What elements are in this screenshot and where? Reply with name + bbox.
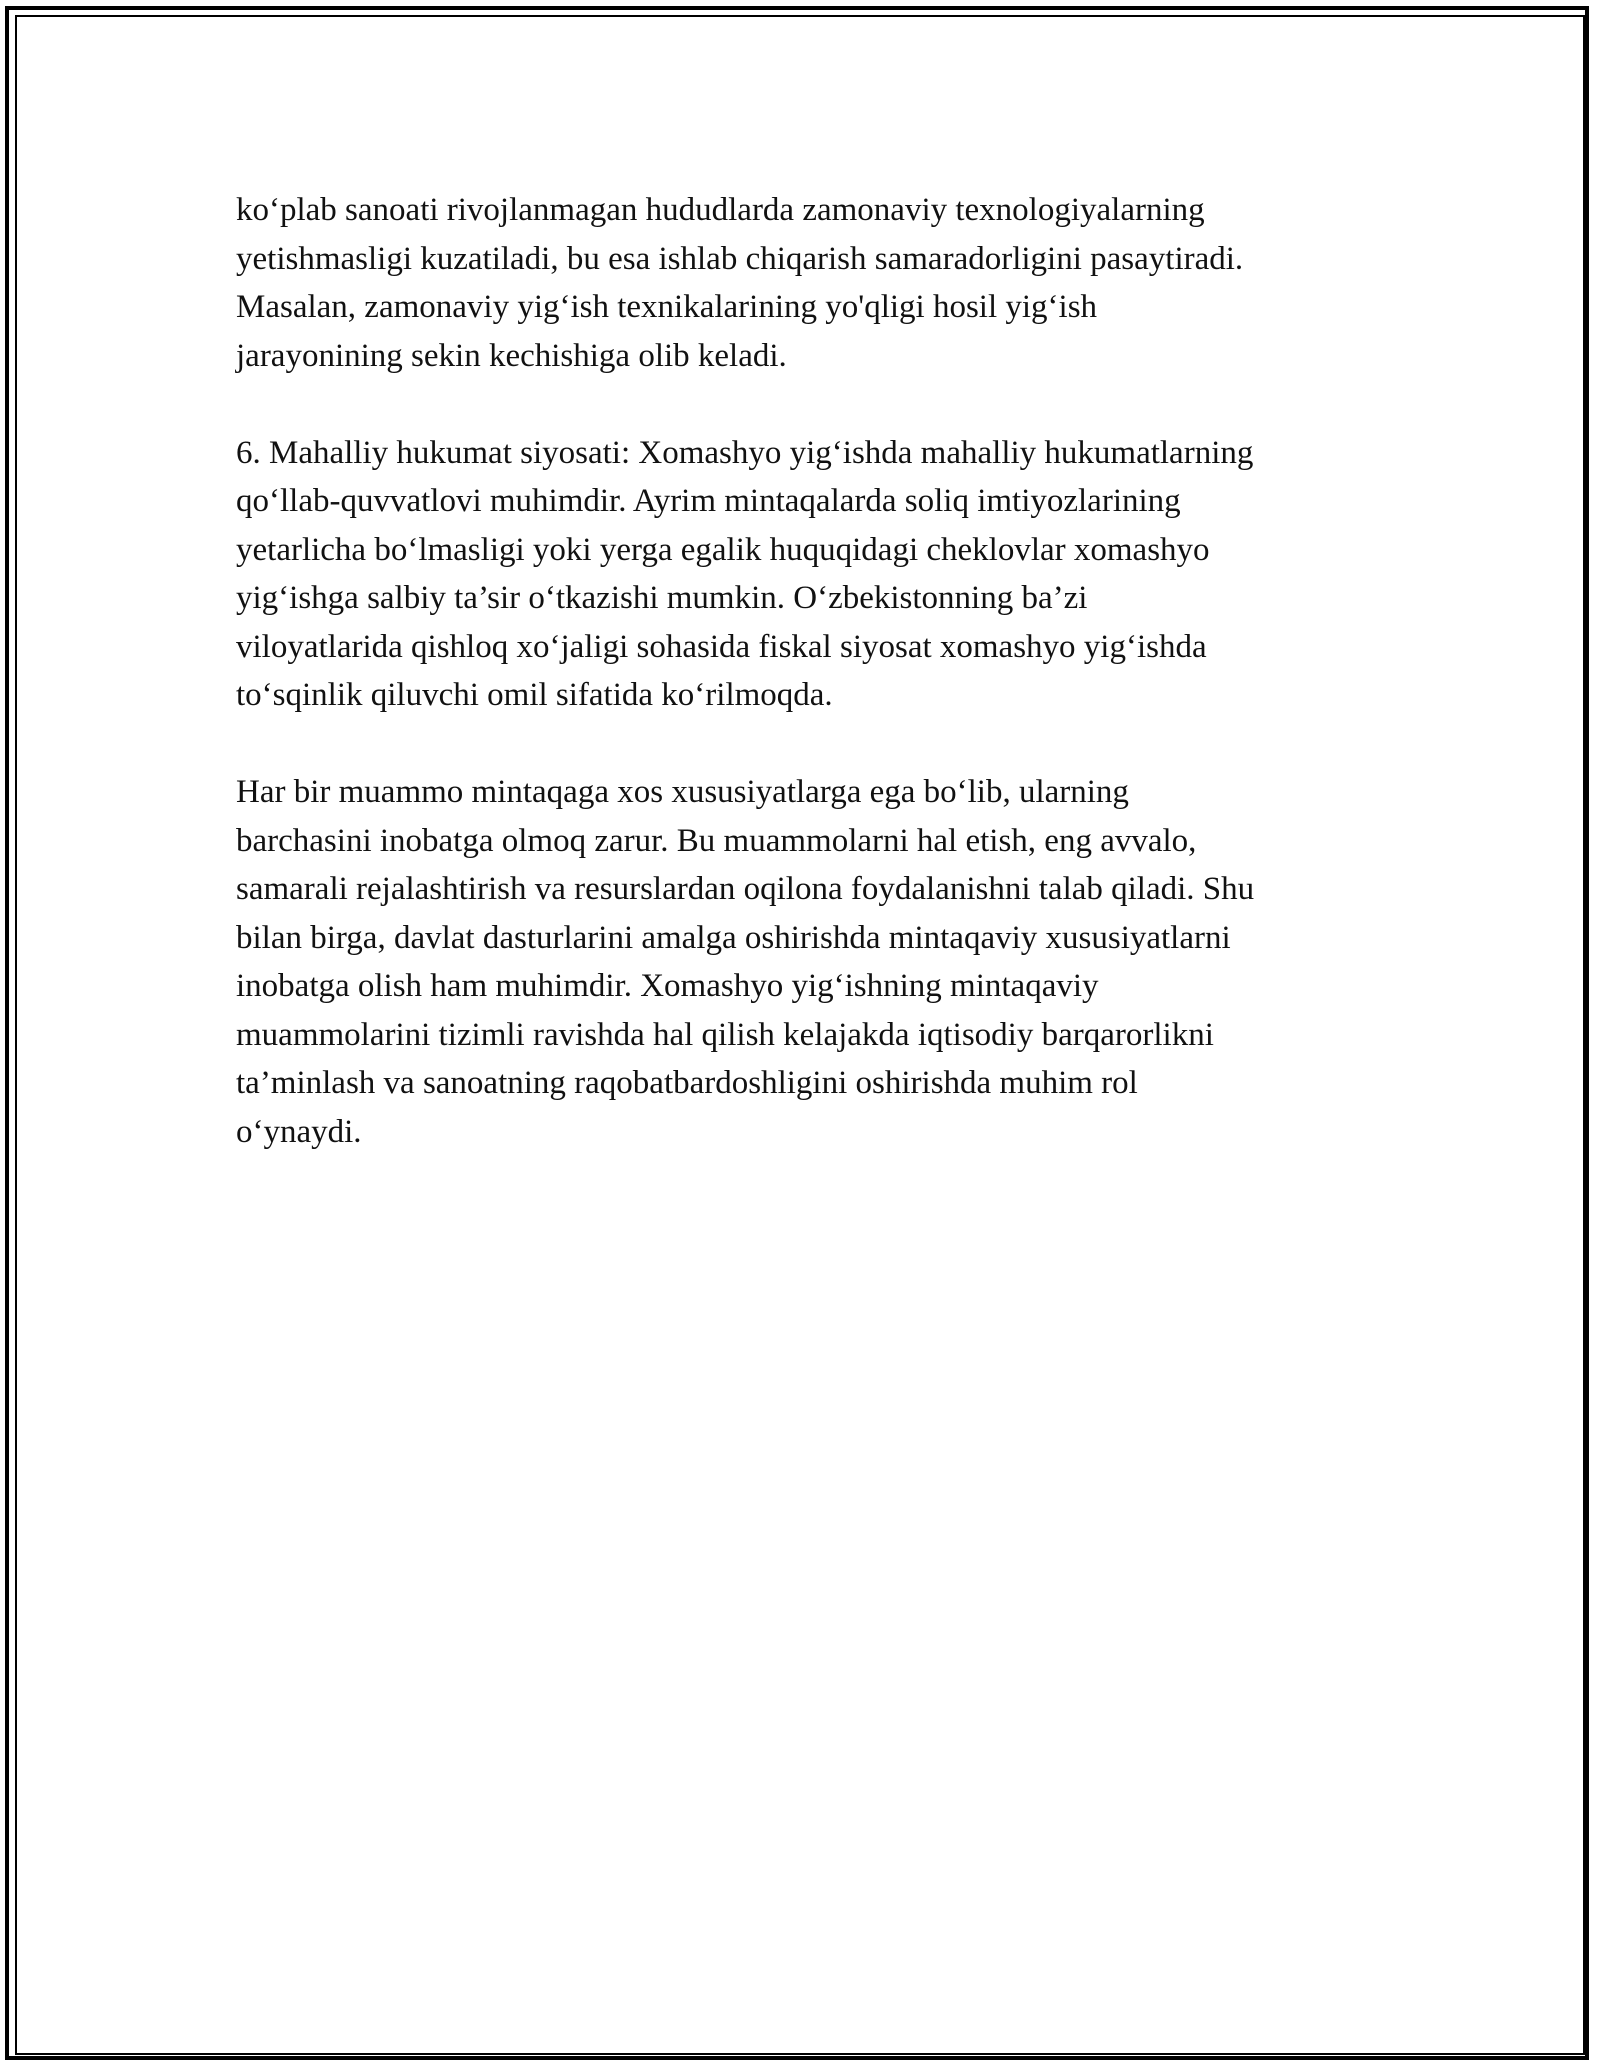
text-line: ko‘plab sanoati rivojlanmagan hududlarda zamonaviy texnologiyalarning — [236, 192, 1205, 228]
text-line: Masalan, zamonaviy yig‘ish texnikalarining yo'qligi hosil yig‘ish — [236, 289, 1098, 325]
text-line: muammolarini tizimli ravishda hal qilish kelajakda iqtisodiy barqarorlikni — [236, 1016, 1214, 1053]
paragraph-conclusion — [236, 768, 1376, 1156]
text-line: yetishmasligi kuzatiladi, bu esa ishlab chiqarish samaradorligini pasaytiradi. — [236, 240, 1244, 277]
text-line: Har bir muammo mintaqaga xos xususiyatlarga ega bo‘lib, ularning — [236, 774, 1129, 810]
text-line: samarali rejalashtirish va resurslardan oqilona foydalanishni talab qiladi. Shu — [236, 871, 1255, 907]
text-line: jarayonining sekin kechishiga olib keladi. — [236, 337, 787, 374]
text-line: viloyatlarida qishloq xo‘jaligi sohasida fiskal siyosat xomashyo yig‘ishda — [236, 628, 1207, 665]
paragraph-local-government — [236, 429, 1376, 720]
text-line: yig‘ishga salbiy ta’sir o‘tkazishi mumkin. O‘zbekistonning ba’zi — [236, 580, 1088, 616]
text-line: inobatga olish ham muhimdir. Xomashyo yig‘ishning mintaqaviy — [236, 968, 1099, 1004]
text-line: bilan birga, davlat dasturlarini amalga oshirishda mintaqaviy xususiyatlarni — [236, 919, 1231, 956]
document-body — [236, 186, 1376, 1205]
text-line: yetarlicha bo‘lmasligi yoki yerga egalik huquqidagi cheklovlar xomashyo — [236, 531, 1210, 568]
text-line: ta’minlash va sanoatning raqobatbardoshligini oshirishda muhim rol — [236, 1065, 1138, 1101]
text-line: o‘ynaydi. — [236, 1113, 362, 1150]
paragraph-technology — [236, 186, 1376, 380]
text-line: barchasini inobatga olmoq zarur. Bu muammolarni hal etish, eng avvalo, — [236, 822, 1197, 859]
text-line: 6. Mahalliy hukumat siyosati: Xomashyo yig‘ishda mahalliy hukumatlarning — [236, 434, 1254, 471]
text-line: qo‘llab-quvvatlovi muhimdir. Ayrim mintaqalarda soliq imtiyozlarining — [236, 483, 1181, 519]
text-line: to‘sqinlik qiluvchi omil sifatida ko‘rilmoqda. — [236, 677, 833, 713]
